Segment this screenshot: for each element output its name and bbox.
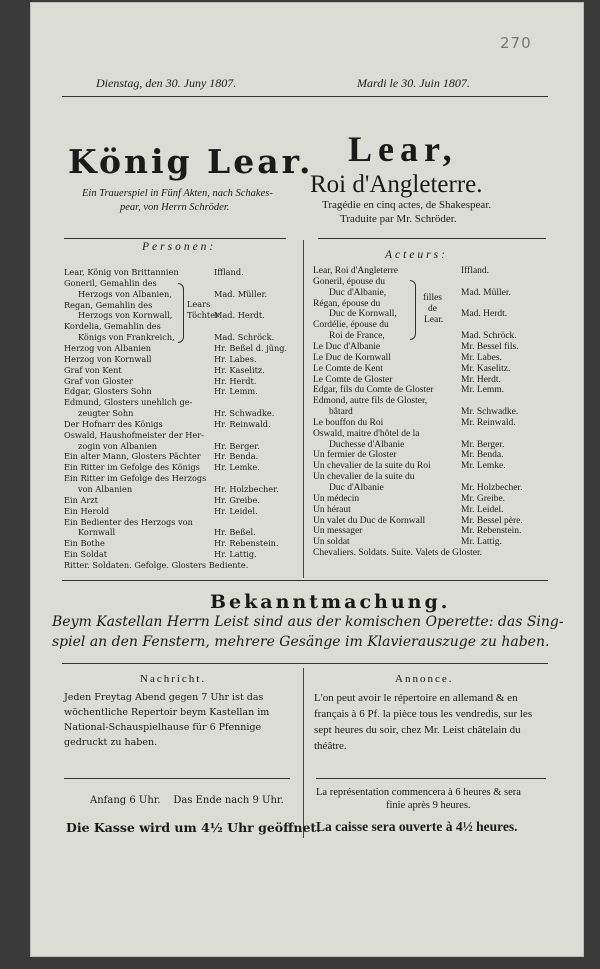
cast-actor: Hr. Benda. (214, 451, 259, 462)
cast-role: Un chevalier de la suite du Roi (313, 461, 431, 472)
cast-actor: Hr. Leidel. (214, 505, 258, 516)
cast-role: Duc d'Albanie (329, 483, 384, 493)
german-kasse: Die Kasse wird um 4½ Uhr geöffnet. (66, 820, 321, 835)
german-date: Dienstag, den 30. Juny 1807. (96, 76, 237, 90)
cast-actor: Iffland. (461, 266, 490, 276)
cast-actor: Mad. Schröck. (461, 331, 517, 342)
bottom-column-divider (303, 668, 304, 838)
cast-role: Oswald, maitre d'hôtel de la (313, 428, 420, 439)
notice-bottom-rule (62, 663, 548, 664)
cast-actor: Hr. Beßel. (214, 527, 256, 538)
french-daughters-brace (410, 280, 416, 340)
cast-role: Kordelia, Gemahlin des (64, 321, 161, 332)
cast-role: Herzog von Albanien (64, 342, 152, 353)
cast-actor: Mad. Herdt. (461, 309, 508, 320)
cast-role: bâtard (329, 407, 353, 418)
french-title-2: Roi d'Angleterre. (310, 171, 483, 198)
cast-actor: Mr. Bessel fils. (461, 341, 519, 352)
french-times-2: finie après 9 heures. (386, 800, 471, 811)
cast-role: Un héraut (313, 504, 351, 515)
cast-role: Cordélie, épouse du (313, 320, 389, 331)
cast-role: Graf von Kent (64, 364, 122, 375)
rule-right (318, 238, 546, 239)
cast-role: Ein Bothe (64, 538, 105, 549)
cast-role: Edmond, autre fils de Gloster, (313, 396, 428, 407)
cast-role: Duc d'Albanie, (329, 287, 387, 298)
cast-actor: Mr. Kaselitz. (461, 363, 511, 374)
cast-role: Le Comte de Kent (313, 363, 383, 374)
cast-role: Un fermier de Gloster (313, 450, 397, 461)
cast-role: zogin von Albanien (78, 440, 158, 451)
cast-role: Régan, épouse du (313, 298, 381, 309)
cast-actor: Hr. Rebenstein. (214, 538, 279, 549)
cast-role: Ein alter Mann, Glosters Pächter (64, 451, 201, 462)
cast-actor: Mr. Lattig. (461, 537, 502, 548)
rule-left (64, 238, 286, 239)
cast-role: Graf von Gloster (64, 375, 133, 386)
cast-actor: Mad. Schröck. (214, 332, 275, 343)
column-divider (303, 240, 304, 578)
cast-role: Un soldat (313, 537, 350, 548)
cast-actor: Hr. Herdt. (214, 375, 257, 386)
notice-line-2: spiel an den Fenstern, mehrere Gesänge im Klavierauszuge zu haben. (52, 634, 550, 650)
french-cast-heading: Acteurs: (385, 249, 448, 261)
cast-role: Un chevalier de la suite du (313, 472, 415, 483)
cast-role: Duchesse d'Albanie (329, 439, 405, 450)
cast-actor: Hr. Greibe. (214, 494, 260, 505)
cast-role: Duc de Kornwall, (329, 309, 397, 320)
brace-label-toechter: Töchter (187, 310, 219, 320)
cast-actor: Mr. Rebenstein. (461, 526, 522, 537)
cast-role: Ein Soldat (64, 549, 108, 560)
cast-role: Kornwall (78, 527, 116, 538)
german-cast-heading: Personen: (142, 241, 217, 253)
cast-actor: Mad. Herdt. (214, 310, 265, 321)
annonce-heading: Annonce. (395, 673, 454, 685)
cast-actor: Hr. Lattig. (214, 549, 257, 560)
german-subtitle-1: Ein Trauerspiel in Fünf Akten, nach Schakes- (82, 188, 273, 199)
cast-role: Regan, Gemahlin des (64, 299, 153, 310)
cast-actor: Mr. Reinwald. (461, 417, 516, 428)
rule-right-2 (316, 778, 546, 779)
header-rule (62, 96, 548, 97)
page-number: 270 (500, 34, 532, 52)
cast-bottom-rule (62, 580, 548, 581)
brace-label-lears: Lears (187, 299, 211, 309)
cast-role: von Albanien (78, 484, 133, 494)
cast-role: Roi de France, (329, 331, 385, 342)
cast-role: Herzogs von Albanien, (78, 288, 172, 299)
cast-actor: Hr. Lemm. (214, 386, 258, 397)
french-caisse: La caisse sera ouverte à 4½ heures. (316, 819, 518, 834)
cast-actor: Mr. Herdt. (461, 374, 501, 385)
cast-role: Goneril, Gemahlin des (64, 277, 157, 288)
cast-actor: Mr. Bessel père. (461, 515, 523, 526)
cast-actor: Mr. Schwadke. (461, 407, 519, 418)
cast-actor: Hr. Holzbecher. (214, 484, 279, 494)
cast-role: Herzogs von Kornwall, (78, 310, 173, 321)
cast-role: Ein Bedienter des Herzogs von (64, 516, 193, 527)
cast-role: Der Hofnarr des Königs (64, 418, 163, 429)
german-title: König Lear. (68, 142, 314, 181)
cast-role: Herzog von Kornwall (64, 353, 152, 364)
french-title: Lear, (348, 129, 458, 169)
notice-title: Bekanntmachung. (210, 591, 451, 613)
cast-role: Un médecin (313, 493, 360, 504)
cast-role: Le bouffon du Roi (313, 417, 384, 428)
cast-role: Edgar, fils du Comte de Gloster (313, 385, 434, 396)
cast-actor: Mad. Müller. (214, 288, 268, 299)
cast-role: Le Duc de Kornwall (313, 352, 391, 363)
french-times-1: La représentation commencera à 6 heures & sera (316, 787, 521, 798)
nachricht-text: Jeden Freytag Abend gegen 7 Uhr ist das wöchentliche Repertoir beym Kastellan im National-Schauspielhause für 6 Pfennige gedruckt zu haben. (64, 692, 270, 748)
cast-role: Un valet du Duc de Kornwall (313, 515, 426, 526)
cast-actor: Mr. Labes. (461, 352, 502, 363)
cast-actor: Hr. Labes. (214, 353, 257, 364)
cast-role: zeugter Sohn (78, 408, 134, 419)
brace-label-filles: filles (423, 293, 442, 303)
cast-role: Lear, König von Brittannien (64, 267, 179, 277)
cast-actor: Hr. Kaselitz. (214, 364, 265, 375)
cast-role: Ein Ritter im Gefolge des Herzogs (64, 473, 207, 484)
cast-actor: Hr. Lemke. (214, 462, 260, 473)
brace-label-lear: Lear. (424, 315, 444, 325)
cast-role: Ein Arzt (64, 494, 98, 505)
cast-role: Chevaliers. Soldats. Suite. Valets de Gloster. (313, 548, 482, 559)
cast-role: Le Duc d'Albanie (313, 341, 381, 352)
cast-role: Oswald, Haushofmeister der Her- (64, 429, 204, 440)
cast-actor: Mr. Leidel. (461, 504, 504, 515)
cast-actor: Mr. Holzbecher. (461, 483, 523, 493)
cast-role: Lear, Roi d'Angleterre (313, 266, 398, 276)
notice-line-1: Beym Kastellan Herrn Leist sind aus der komischen Operette: das Sing- (52, 614, 564, 630)
cast-actor: Hr. Beßel d. jüng. (214, 342, 288, 353)
cast-actor: Mr. Lemm. (461, 385, 505, 396)
cast-actor: Mr. Lemke. (461, 461, 506, 472)
cast-actor: Mr. Greibe. (461, 493, 506, 504)
cast-role: Ritter. Soldaten. Gefolge. Glosters Bediente. (64, 559, 249, 570)
cast-role: Un messager (313, 526, 363, 537)
cast-role: Edgar, Glosters Sohn (64, 386, 152, 397)
cast-actor: Iffland. (214, 267, 244, 277)
cast-role: Ein Ritter im Gefolge des Königs (64, 462, 200, 473)
cast-role: Edmund, Glosters unehlich ge- (64, 397, 193, 408)
cast-actor: Mr. Benda. (461, 450, 504, 461)
cast-role: Le Comte de Gloster (313, 374, 393, 385)
cast-actor: Hr. Reinwald. (214, 418, 271, 429)
french-date: Mardi le 30. Juin 1807. (357, 76, 470, 90)
cast-role: Goneril, épouse du (313, 276, 386, 287)
annonce-text: L'on peut avoir le répertoire en allemand & en français à 6 Pf. la pièce tous les vendredis, sur les sept heures du soir, chez Mr. Leist châtelain du théâtre. (314, 692, 533, 752)
brace-label-de: de (428, 304, 437, 314)
cast-role: Ein Herold (64, 505, 110, 516)
german-subtitle-2: pear, von Herrn Schröder. (120, 202, 230, 213)
french-subtitle-1: Tragédie en cinq actes, de Shakespear. (322, 199, 492, 211)
german-times: Anfang 6 Uhr. Das Ende nach 9 Uhr. (90, 795, 284, 806)
cast-actor: Mr. Berger. (461, 439, 505, 450)
nachricht-heading: Nachricht. (140, 673, 207, 685)
german-daughters-brace (178, 283, 184, 343)
cast-actor: Hr. Schwadke. (214, 408, 275, 419)
french-subtitle-2: Traduite par Mr. Schröder. (340, 213, 457, 225)
rule-left-2 (64, 778, 290, 779)
cast-actor: Mad. Müller. (461, 287, 511, 298)
cast-role: Königs von Frankreich, (78, 332, 175, 343)
cast-actor: Hr. Berger. (214, 440, 260, 451)
